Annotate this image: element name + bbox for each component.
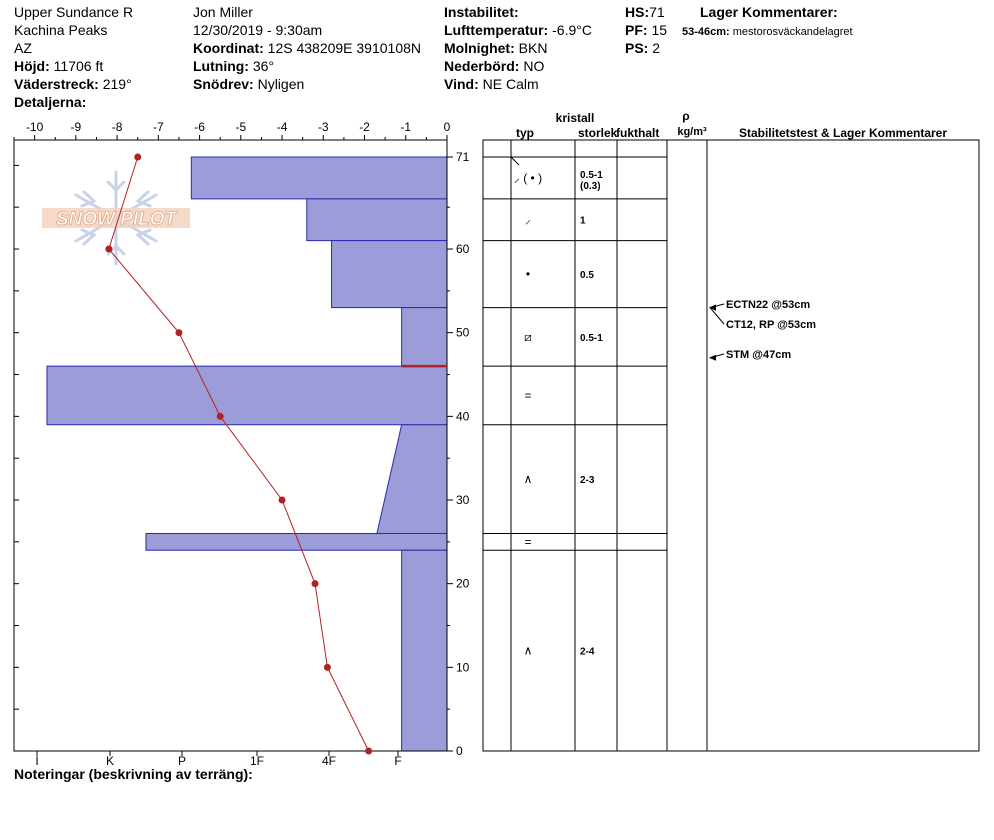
slope-label: Lutning: bbox=[193, 58, 249, 74]
grain-type-symbol: ⸝ bbox=[524, 212, 532, 227]
stability-tests bbox=[709, 299, 816, 361]
aspect-label: Väderstreck: bbox=[14, 76, 99, 92]
temp-tick-label: -10 bbox=[25, 120, 44, 134]
layer-connector bbox=[511, 157, 519, 165]
region: Kachina Peaks bbox=[14, 22, 108, 38]
aspect-value: 219° bbox=[102, 76, 132, 92]
grain-size: 0.5-1 bbox=[580, 169, 603, 181]
grain-type-symbol: • bbox=[525, 267, 531, 282]
temperature-point bbox=[105, 246, 112, 253]
temp-tick-label: -3 bbox=[317, 120, 329, 134]
layer-comments-title: Lager Kommentarer: bbox=[700, 4, 838, 20]
temperature-point bbox=[279, 497, 286, 504]
temp-tick-label: 0 bbox=[443, 120, 451, 134]
details-label: Detaljerna: bbox=[14, 94, 87, 110]
stability-arrow bbox=[710, 308, 724, 324]
precip-label: Nederbörd: bbox=[444, 58, 520, 74]
hardness-tick-label: P bbox=[177, 754, 187, 768]
hardness-bar bbox=[191, 157, 447, 199]
hardness-tick-label: 1F bbox=[249, 754, 265, 768]
temperature-line bbox=[109, 157, 369, 751]
state: AZ bbox=[14, 40, 32, 56]
temp-tick-label: -4 bbox=[276, 120, 288, 134]
hardness-bar bbox=[402, 308, 447, 367]
density-unit-header: kg/m³ bbox=[677, 126, 707, 138]
height-tick-label: 20 bbox=[456, 576, 470, 591]
height-tick-label: 50 bbox=[456, 325, 470, 340]
height-tick-label: 71 bbox=[456, 150, 470, 164]
grain-type-symbol: = bbox=[524, 388, 532, 403]
grain-size-secondary: (0.3) bbox=[580, 180, 601, 192]
ps-label: PS: bbox=[625, 40, 649, 56]
temp-tick-label: -6 bbox=[194, 120, 205, 134]
temp-tick-label: -9 bbox=[70, 120, 82, 134]
temp-tick-label: -7 bbox=[152, 120, 164, 134]
temperature-point bbox=[134, 154, 141, 161]
grain-type-symbol: ⧄ bbox=[524, 329, 532, 344]
location-name: Upper Sundance R bbox=[14, 4, 134, 20]
coordinate-value: 12S 438209E 3910108N bbox=[267, 40, 422, 56]
cloud-value: BKN bbox=[518, 40, 548, 56]
stability-test-label: ECTN22 @53cm bbox=[726, 299, 811, 311]
drift-value: Nyligen bbox=[257, 76, 305, 92]
crystal-header: kristall bbox=[555, 111, 595, 125]
hs-label: HS: bbox=[625, 4, 650, 20]
layer-comment-text: mestorosväckandelagret bbox=[732, 26, 853, 38]
stability-test-label: STM @47cm bbox=[726, 349, 792, 361]
datetime: 12/30/2019 - 9:30am bbox=[193, 22, 323, 38]
hs-value: 71 bbox=[649, 4, 665, 20]
grain-type-symbol: = bbox=[524, 534, 532, 549]
hardness-tick-label: 4F bbox=[321, 754, 337, 768]
hardness-tick-label: K bbox=[105, 754, 115, 768]
temperature-point bbox=[312, 580, 319, 587]
hardness-tick-label: F bbox=[394, 754, 402, 768]
grain-type-symbol: ∧ bbox=[523, 643, 533, 658]
elevation-label: Höjd: bbox=[14, 58, 50, 74]
instability-label: Instabilitet: bbox=[444, 4, 519, 20]
temperature-point bbox=[175, 329, 182, 336]
hardness-bar bbox=[402, 550, 447, 751]
grain-size: 0.5-1 bbox=[580, 332, 603, 344]
stability-test-label: CT12, RP @53cm bbox=[726, 319, 817, 331]
hardness-bar bbox=[332, 241, 447, 308]
temperature-point bbox=[365, 748, 372, 755]
hardness-bar bbox=[377, 425, 447, 534]
wind-value: NE Calm bbox=[482, 76, 539, 92]
wind-label: Vind: bbox=[444, 76, 479, 92]
height-tick-label: 40 bbox=[456, 409, 470, 424]
ps-value: 2 bbox=[652, 40, 661, 56]
temp-tick-label: -2 bbox=[359, 120, 370, 134]
temperature-point bbox=[217, 413, 224, 420]
pf-value: 15 bbox=[651, 22, 668, 38]
air-temp-label: Lufttemperatur: bbox=[444, 22, 549, 38]
layer-comment-range: 53-46cm: bbox=[682, 26, 730, 38]
stability-header: Stabilitetstest & Lager Kommentarer bbox=[738, 126, 948, 140]
logo-text: SNOW PILOT bbox=[55, 209, 177, 230]
pf-label: PF: bbox=[625, 22, 648, 38]
rho-header: ρ bbox=[682, 109, 690, 123]
temp-tick-label: -1 bbox=[400, 120, 412, 134]
elevation-value: 11706 ft bbox=[53, 58, 104, 74]
grain-type-symbol: ∧ bbox=[523, 472, 533, 487]
left-depth-ticks bbox=[14, 165, 19, 751]
grain-size: 2-3 bbox=[580, 475, 595, 487]
height-tick-label: 30 bbox=[456, 493, 470, 508]
stability-arrowhead bbox=[709, 355, 716, 361]
grain-size: 0.5 bbox=[580, 270, 594, 282]
hardness-tick-label: I bbox=[35, 754, 39, 768]
drift-label: Snödrev: bbox=[193, 76, 254, 92]
hardness-bar bbox=[47, 366, 447, 425]
moisture-header: fukthalt bbox=[616, 126, 660, 140]
stability-arrowhead bbox=[709, 305, 716, 311]
type-header: typ bbox=[516, 126, 534, 140]
layer-table-frame bbox=[483, 140, 979, 751]
height-axis bbox=[447, 150, 470, 758]
temperature-point bbox=[324, 664, 331, 671]
temp-tick-label: -8 bbox=[111, 120, 123, 134]
hardness-bar bbox=[307, 199, 447, 241]
grain-type-symbol: ⸝ ( • ) bbox=[513, 170, 543, 185]
grain-size: 1 bbox=[580, 215, 586, 227]
notes-label: Noteringar (beskrivning av terräng): bbox=[14, 766, 253, 782]
slope-value: 36° bbox=[252, 58, 275, 74]
observer: Jon Miller bbox=[193, 4, 253, 20]
height-tick-label: 0 bbox=[456, 744, 463, 758]
temperature-axis bbox=[14, 120, 451, 140]
height-tick-label: 60 bbox=[456, 242, 470, 257]
air-temp-value: -6.9°C bbox=[552, 22, 592, 38]
temp-tick-label: -5 bbox=[235, 120, 247, 134]
precip-value: NO bbox=[523, 58, 545, 74]
grain-size: 2-4 bbox=[580, 646, 595, 658]
size-header: storlek bbox=[578, 126, 618, 140]
cloud-label: Molnighet: bbox=[444, 40, 515, 56]
height-tick-label: 10 bbox=[456, 660, 470, 675]
coordinate-label: Koordinat: bbox=[193, 40, 264, 56]
